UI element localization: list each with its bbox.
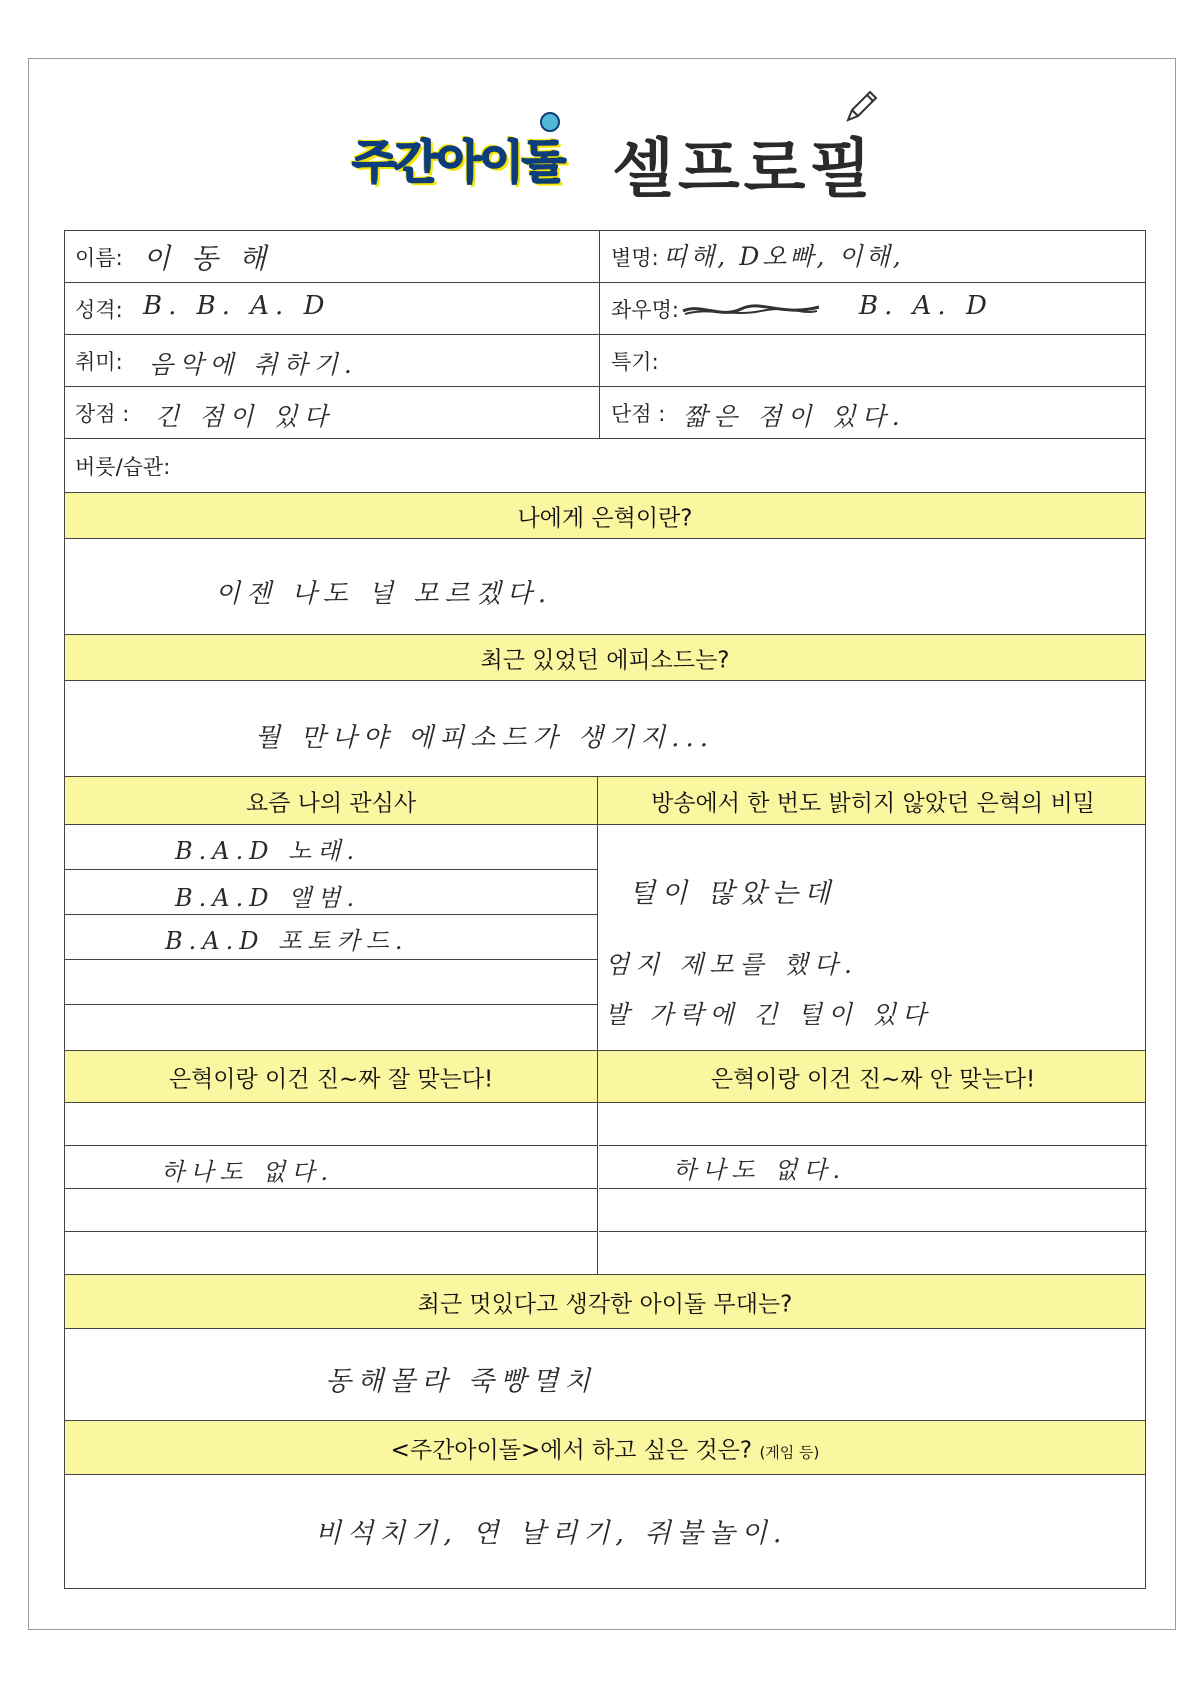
match-answer: 하나도 없다. [161,1158,335,1186]
weekly-idol-title-note: (게임 등) [759,1443,820,1461]
row-strength [65,387,1145,439]
secret-body [599,825,1147,1050]
list-item [599,1146,1147,1189]
list-item [599,1189,1147,1232]
nickname-value: 띠해, D오빠, 이해, [663,242,904,271]
nickname-label: 별명: [611,245,659,270]
list-item [65,915,597,960]
logo-text: 주간아이돌 [352,135,565,189]
match-list [65,1103,597,1274]
strength-cell [65,387,599,438]
habit-label: 버릇/습관: [75,454,171,479]
secret-header [599,777,1147,824]
secret-line-1: 털이 많았는데 [629,878,837,909]
divider [599,335,600,386]
nickname-cell [601,231,1147,282]
idol-stage-answer-box [65,1329,1145,1421]
name-value: 이 동 해 [143,242,272,275]
strength-value: 긴 점이 있다 [155,402,334,431]
divider [597,1051,598,1102]
page-title: 셀프로필 [612,133,876,207]
eunhyuk-answer-box [65,539,1145,635]
eunhyuk-title: 나에게 은혁이란? [517,505,693,531]
section-header-weekly-idol [65,1421,1145,1475]
interest-item-1: B.A.D 노래. [175,837,361,865]
section-header-interests-secret [65,777,1145,825]
motto-cell [601,283,1147,334]
secret-line-3: 발 가락에 긴 털이 있다 [605,1000,933,1029]
match-body [65,1103,1145,1275]
list-item [65,870,597,915]
divider [599,387,600,438]
episode-answer-box [65,681,1145,777]
strength-label: 장점 : [75,401,130,426]
motto-label: 좌우명: [611,297,679,322]
talent-label: 특기: [611,349,659,374]
eunhyuk-answer: 이젠 나도 널 모르겠다. [215,579,553,609]
section-header-match [65,1051,1145,1103]
interest-item-2: B.A.D 앨범. [175,884,361,912]
personality-value: B. B. A. D [143,291,331,321]
name-cell [65,231,599,282]
idol-stage-answer: 동해몰라 죽빵멸치 [325,1366,597,1397]
section-header-eunhyuk [65,493,1145,539]
list-item [599,1103,1147,1146]
interest-item-3: B.A.D 포토카드. [165,927,409,955]
mismatch-list [599,1103,1147,1274]
divider [597,1103,598,1274]
interests-header [65,777,597,824]
weekly-idol-title-wrap [65,1431,1145,1464]
motto-value: B. A. D [859,291,993,321]
talent-cell [601,335,1147,386]
personality-cell [65,283,599,334]
section-header-idol-stage [65,1275,1145,1329]
divider [597,777,598,824]
interests-secret-body [65,825,1145,1051]
weekly-idol-answer-box [65,1475,1145,1587]
pencil-icon [842,86,882,126]
weekly-idol-logo [352,118,584,200]
match-title: 은혁이랑 이건 진~짜 잘 맞는다! [168,1066,494,1092]
row-personality [65,283,1145,335]
mismatch-header [599,1051,1147,1102]
list-item [65,960,597,1005]
interests-list [65,825,597,1050]
hobby-cell [65,335,599,386]
weakness-label: 단점 : [611,401,666,426]
match-header [65,1051,597,1102]
row-name [65,231,1145,283]
section-header-episode [65,635,1145,681]
crossed-out-scribble [681,301,821,321]
secret-title: 방송에서 한 번도 밝히지 않았던 은혁의 비밀 [651,790,1095,816]
list-item [65,1103,597,1146]
secret-line-2: 엄지 제모를 했다. [605,950,858,979]
episode-title: 최근 있었던 에피소드는? [480,647,730,673]
mismatch-answer: 하나도 없다. [673,1156,847,1184]
mismatch-title: 은혁이랑 이건 진~짜 안 맞는다! [710,1066,1036,1092]
weekly-idol-title: <주간아이돌>에서 하고 싶은 것은? [390,1437,753,1463]
hobby-label: 취미: [75,349,123,374]
weekly-idol-answer: 비석치기, 연 날리기, 쥐불놀이. [315,1518,788,1549]
hobby-value: 음악에 취하기. [149,350,358,379]
interests-title: 요즘 나의 관심사 [245,790,417,816]
divider [599,231,600,282]
personality-label: 성격: [75,297,123,322]
row-hobby [65,335,1145,387]
list-item [65,825,597,870]
row-habit [65,439,1145,493]
list-item [65,1189,597,1232]
self-profile-form [64,230,1146,1589]
weakness-cell [601,387,1147,438]
weakness-value: 짧은 점이 있다. [683,402,906,431]
divider [597,825,598,1050]
idol-stage-title: 최근 멋있다고 생각한 아이돌 무대는? [417,1291,793,1317]
list-item [65,1146,597,1189]
episode-answer: 뭘 만나야 에피소드가 생기지... [255,723,714,753]
divider [599,283,600,334]
name-label: 이름: [75,245,123,270]
